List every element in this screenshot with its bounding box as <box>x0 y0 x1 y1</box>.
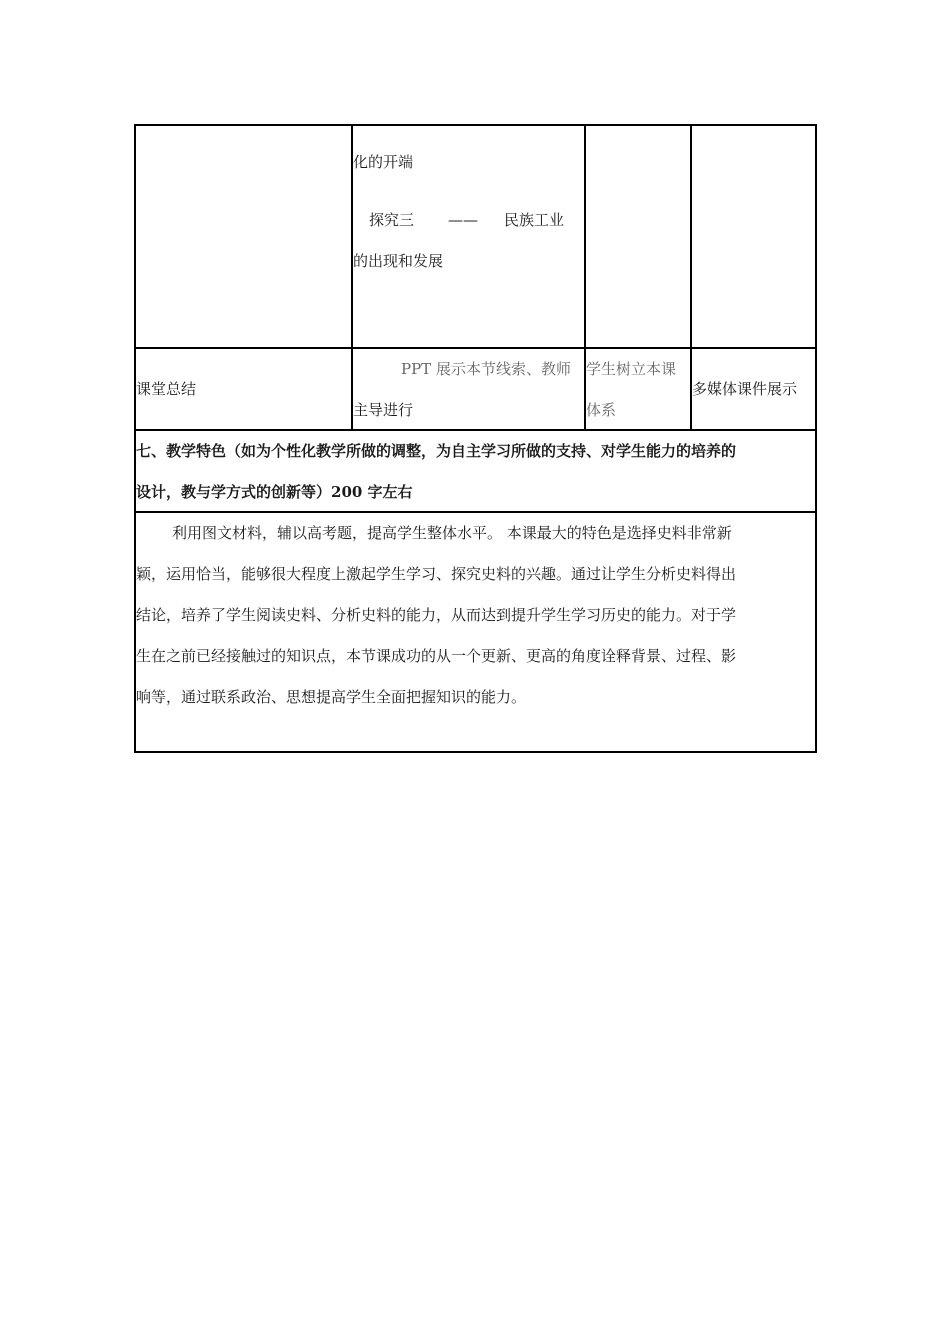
cell-text-dash: —— <box>448 211 479 229</box>
cell-text: PPT 展示本节线索、教师 <box>401 360 571 378</box>
paragraph-line: 结论，培养了学生阅读史料、分析史料的能力，从而达到提升学生学习历史的能力。对于学 <box>136 606 737 624</box>
cell-text: 体系 <box>586 401 617 419</box>
table-cell <box>690 126 815 347</box>
table-cell <box>136 349 351 429</box>
paragraph-line: 颖，运用恰当，能够很大程度上激起学生学习、探究史料的兴趣。通过让学生分析史料得出 <box>136 565 737 583</box>
cell-text-topic: 民族工业 <box>504 211 565 229</box>
table-cell <box>690 349 815 429</box>
cell-text: 的出现和发展 <box>353 252 444 270</box>
cell-text-explore: 探究三 <box>369 211 415 229</box>
table-cell <box>351 126 584 347</box>
section-heading-line: 七、教学特色（如为个性化教学所做的调整，为自主学习所做的支持、对学生能力的培养的 <box>136 442 737 460</box>
table-cell <box>351 349 584 429</box>
cell-text <box>353 200 584 241</box>
table-row <box>136 126 815 347</box>
table-cell <box>136 126 351 347</box>
cell-text: 主导进行 <box>353 401 414 419</box>
paragraph-line <box>136 513 815 554</box>
cell-text: 学生树立本课 <box>586 360 677 378</box>
table-row <box>136 347 815 429</box>
section-heading-line: 设计，教与学方式的创新等）200 字左右 <box>136 483 413 501</box>
table-cell <box>136 431 815 511</box>
lesson-plan-table <box>134 124 817 753</box>
table-cell <box>584 126 690 347</box>
section-heading-row <box>136 429 815 511</box>
cell-text: 课堂总结 <box>136 379 197 398</box>
table-cell <box>584 349 690 429</box>
table-row <box>136 511 815 751</box>
paragraph-text: 利用图文材料，辅以高考题，提高学生整体水平。 本课最大的特色是选择史料非常新 <box>172 524 732 542</box>
paragraph-line: 响等，通过联系政治、思想提高学生全面把握知识的能力。 <box>136 688 527 706</box>
paragraph-line: 生在之前已经接触过的知识点，本节课成功的从一个更新、更高的角度诠释背景、过程、影 <box>136 647 737 665</box>
cell-text: 多媒体课件展示 <box>692 379 798 398</box>
table-cell <box>136 513 815 751</box>
cell-text: 化的开端 <box>353 153 414 171</box>
